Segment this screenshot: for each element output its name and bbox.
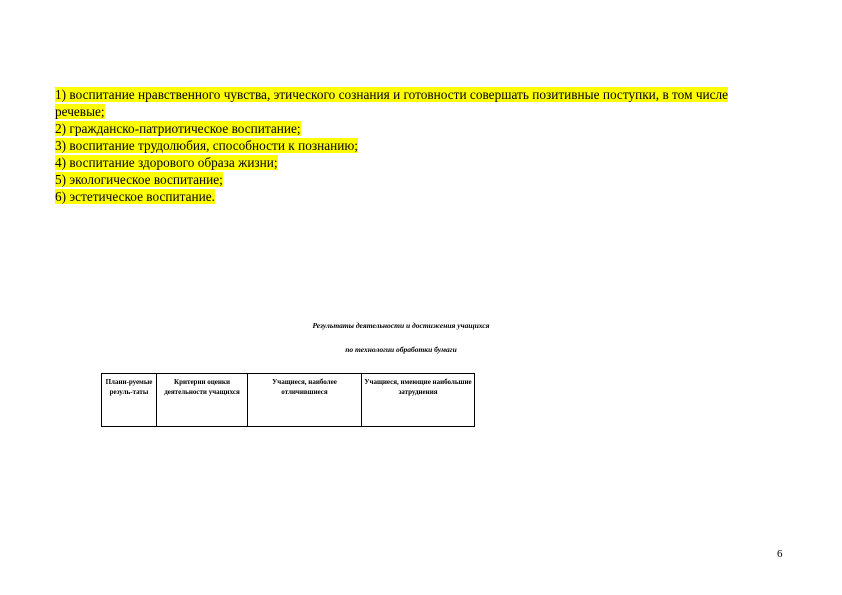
- header-struggling-students: Учащиеся, имеющие наибольшие затруднения: [362, 374, 475, 427]
- list-item: 5) экологическое воспитание;: [55, 172, 223, 187]
- list-item: 3) воспитание трудолюбия, способности к познанию;: [55, 138, 358, 153]
- results-table: [101, 373, 475, 427]
- list-item: 2) гражданско-патриотическое воспитание;: [55, 121, 301, 136]
- table-row: [102, 374, 475, 427]
- header-assessment-criteria: Критерии оценки деятельности учащихся: [157, 374, 248, 427]
- header-distinguished-students: Учащиеся, наиболее отличившиеся: [248, 374, 362, 427]
- list-item: речевые;: [55, 104, 105, 119]
- table-heading-line2: по технологии обработки бумаги: [345, 345, 457, 354]
- page-number: 6: [777, 548, 783, 560]
- education-goals-list: [55, 86, 775, 205]
- table-heading-line1: Результаты деятельности и достижения учащихся: [312, 321, 490, 330]
- list-item: 4) воспитание здорового образа жизни;: [55, 155, 278, 170]
- list-item: 6) эстетическое воспитание.: [55, 189, 215, 204]
- header-planned-results: Плани-руемые резуль-таты: [102, 374, 157, 427]
- list-item: 1) воспитание нравственного чувства, этического сознания и готовности совершать позитивные поступки, в том числе: [55, 87, 729, 102]
